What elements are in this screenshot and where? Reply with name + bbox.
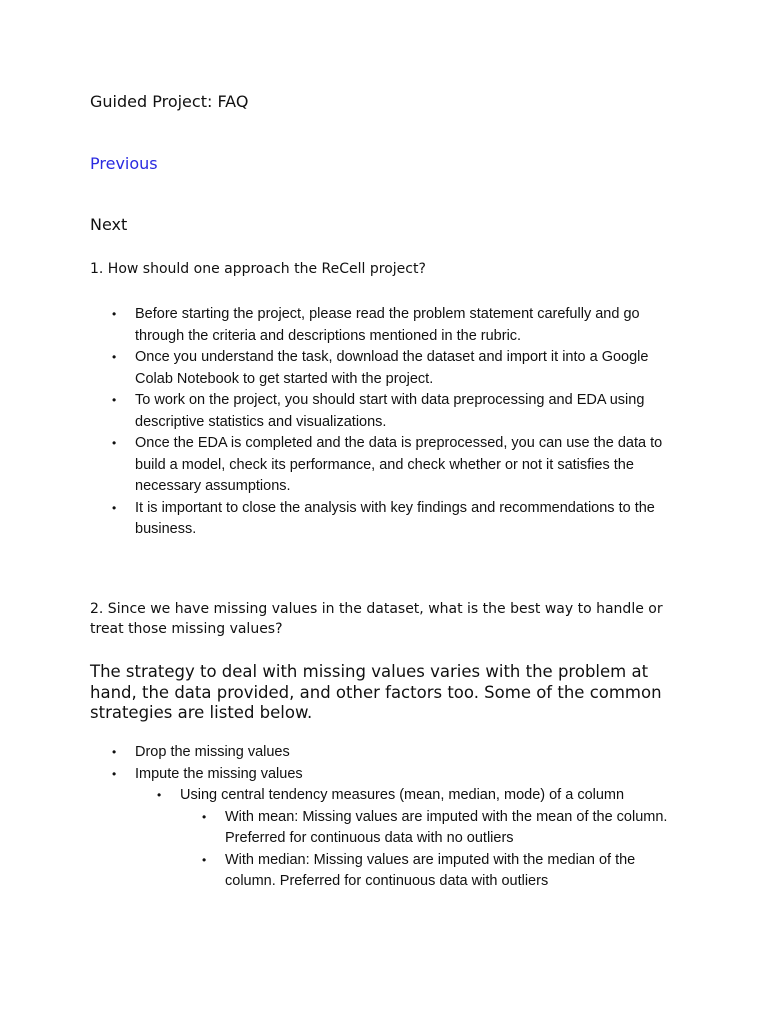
list-item: • Once the EDA is completed and the data is preprocessed, you can use the data to build a model, check its performance, and check whether or not it satisfies the necessary assumptions. (90, 433, 690, 498)
faq-question-1: 1. How should one approach the ReCell project? (90, 261, 426, 277)
next-link[interactable]: Next (90, 215, 128, 234)
faq-question-2: 2. Since we have missing values in the dataset, what is the best way to handle or treat those missing values? (90, 601, 663, 637)
previous-link[interactable]: Previous (90, 154, 158, 173)
list-item-with-median: • With median: Missing values are imputed with the median of the column. Preferred for continuous data with outliers (90, 850, 690, 893)
faq-answer-intro-2: The strategy to deal with missing values varies with the problem at hand, the data provided, and other factors too. Some of the common strategies are listed below. (90, 662, 662, 722)
list-item: • Once you understand the task, download the dataset and import it into a Google Colab Notebook to get started with the project. (90, 347, 690, 390)
list-item: • To work on the project, you should start with data preprocessing and EDA using descriptive statistics and visualizations. (90, 390, 690, 433)
list-item: • Before starting the project, please read the problem statement carefully and go through the criteria and descriptions mentioned in the rubric. (90, 304, 690, 347)
list-item: • It is important to close the analysis with key findings and recommendations to the business. (90, 498, 690, 541)
faq-answer-list-2 (90, 742, 690, 893)
faq-answer-list-1 (90, 304, 690, 541)
list-item-drop: • Drop the missing values (90, 742, 690, 764)
page-title: Guided Project: FAQ (90, 92, 249, 111)
list-item-with-mean: • With mean: Missing values are imputed with the mean of the column. Preferred for continuous data with no outliers (90, 807, 690, 850)
list-item-central-tendency: • Using central tendency measures (mean, median, mode) of a column (90, 785, 690, 807)
list-item-impute: • Impute the missing values (90, 764, 690, 786)
